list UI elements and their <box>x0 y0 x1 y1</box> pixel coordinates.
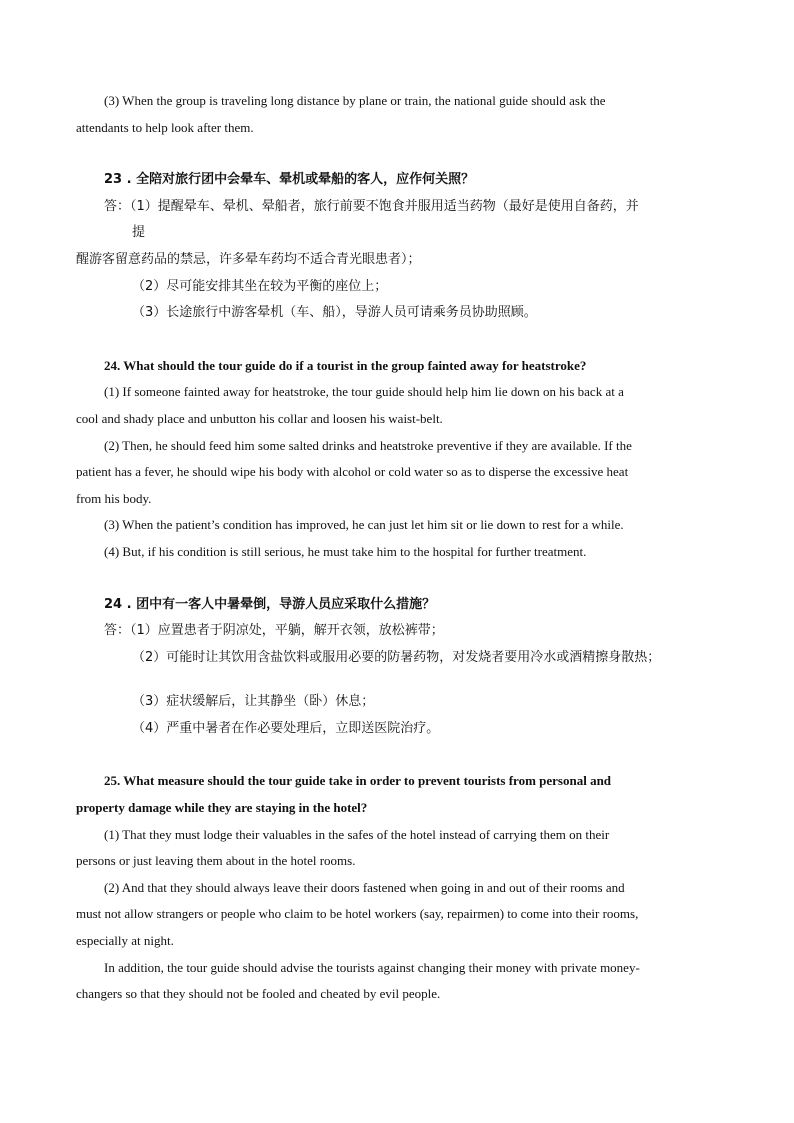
paragraph-line: persons or just leaving them about in the hotel rooms. <box>76 853 356 869</box>
question-heading: property damage while they are staying in the hotel? <box>76 800 368 816</box>
answer-line: （2）可能时让其饮用含盐饮料或服用必要的防暑药物，对发烧者要用冷水或酒精擦身散热； <box>132 649 661 665</box>
question-heading: 23 . 全陪对旅行团中会晕车、晕机或晕船的客人，应作何关照？ <box>104 172 475 188</box>
paragraph-line: (3) When the group is traveling long distance by plane or train, the national guide should ask the <box>104 93 606 108</box>
question-heading: 24. What should the tour guide do if a tourist in the group fainted away for heatstroke? <box>104 357 587 373</box>
answer-line: （4）严重中暑者在作必要处理后，立即送医院治疗。 <box>132 720 440 736</box>
paragraph-line: patient has a fever, he should wipe his body with alcohol or cold water so as to disperse the excessive heat <box>76 464 629 480</box>
paragraph-line: attendants to help look after them. <box>76 119 254 135</box>
paragraph-line: In addition, the tour guide should advise the tourists against changing their money with private money- <box>104 959 640 975</box>
paragraph-line: (2) Then, he should feed him some salted drinks and heatstroke preventive if they are available. If the <box>104 437 632 453</box>
paragraph-line: from his body. <box>76 490 152 506</box>
section-q24-zh <box>76 592 718 743</box>
answer-line: 提 <box>132 225 146 241</box>
answer-line: 答：（1）应置患者于阴凉处，平躺，解开衣领，放松裤带； <box>104 623 444 639</box>
document-page <box>76 88 718 1008</box>
section-q24-en <box>76 353 718 566</box>
answer-line: （3）症状缓解后，让其静坐（卧）休息； <box>132 694 375 710</box>
section-prev-item3 <box>76 88 718 141</box>
answer-line: 醒游客留意药品的禁忌，许多晕车药均不适合青光眼患者）； <box>76 251 421 267</box>
answer-line: （3）长途旅行中游客晕机（车、船），导游人员可请乘务员协助照顾。 <box>132 305 537 321</box>
paragraph-line: (3) When the patient’s condition has improved, he can just let him sit or lie down to rest for a while. <box>104 517 624 533</box>
paragraph-line: especially at night. <box>76 933 174 949</box>
question-heading: 24 . 团中有一客人中暑晕倒，导游人员应采取什么措施？ <box>104 596 436 612</box>
paragraph-line: must not allow strangers or people who claim to be hotel workers (say, repairmen) to come into their rooms, <box>76 906 639 922</box>
paragraph-line: cool and shady place and unbutton his collar and loosen his waist-belt. <box>76 410 443 426</box>
answer-line: （2）尽可能安排其坐在较为平衡的座位上； <box>132 278 388 294</box>
paragraph-line: (1) That they must lodge their valuables in the safes of the hotel instead of carrying them on their <box>104 826 610 842</box>
paragraph-line: (4) But, if his condition is still serious, he must take him to the hospital for further treatment. <box>104 543 587 559</box>
paragraph-line: (1) If someone fainted away for heatstroke, the tour guide should help him lie down on his back at a <box>104 384 624 400</box>
question-heading: 25. What measure should the tour guide take in order to prevent tourists from personal and <box>104 773 612 789</box>
paragraph-line: changers so that they should not be fooled and cheated by evil people. <box>76 986 441 1002</box>
section-q23-zh <box>76 167 718 327</box>
answer-line: 答：（1）提醒晕车、晕机、晕船者，旅行前要不饱食并服用适当药物（最好是使用自备药，并 <box>104 198 639 214</box>
section-q25-en <box>76 768 718 1007</box>
paragraph-line: (2) And that they should always leave their doors fastened when going in and out of their rooms and <box>104 879 625 895</box>
